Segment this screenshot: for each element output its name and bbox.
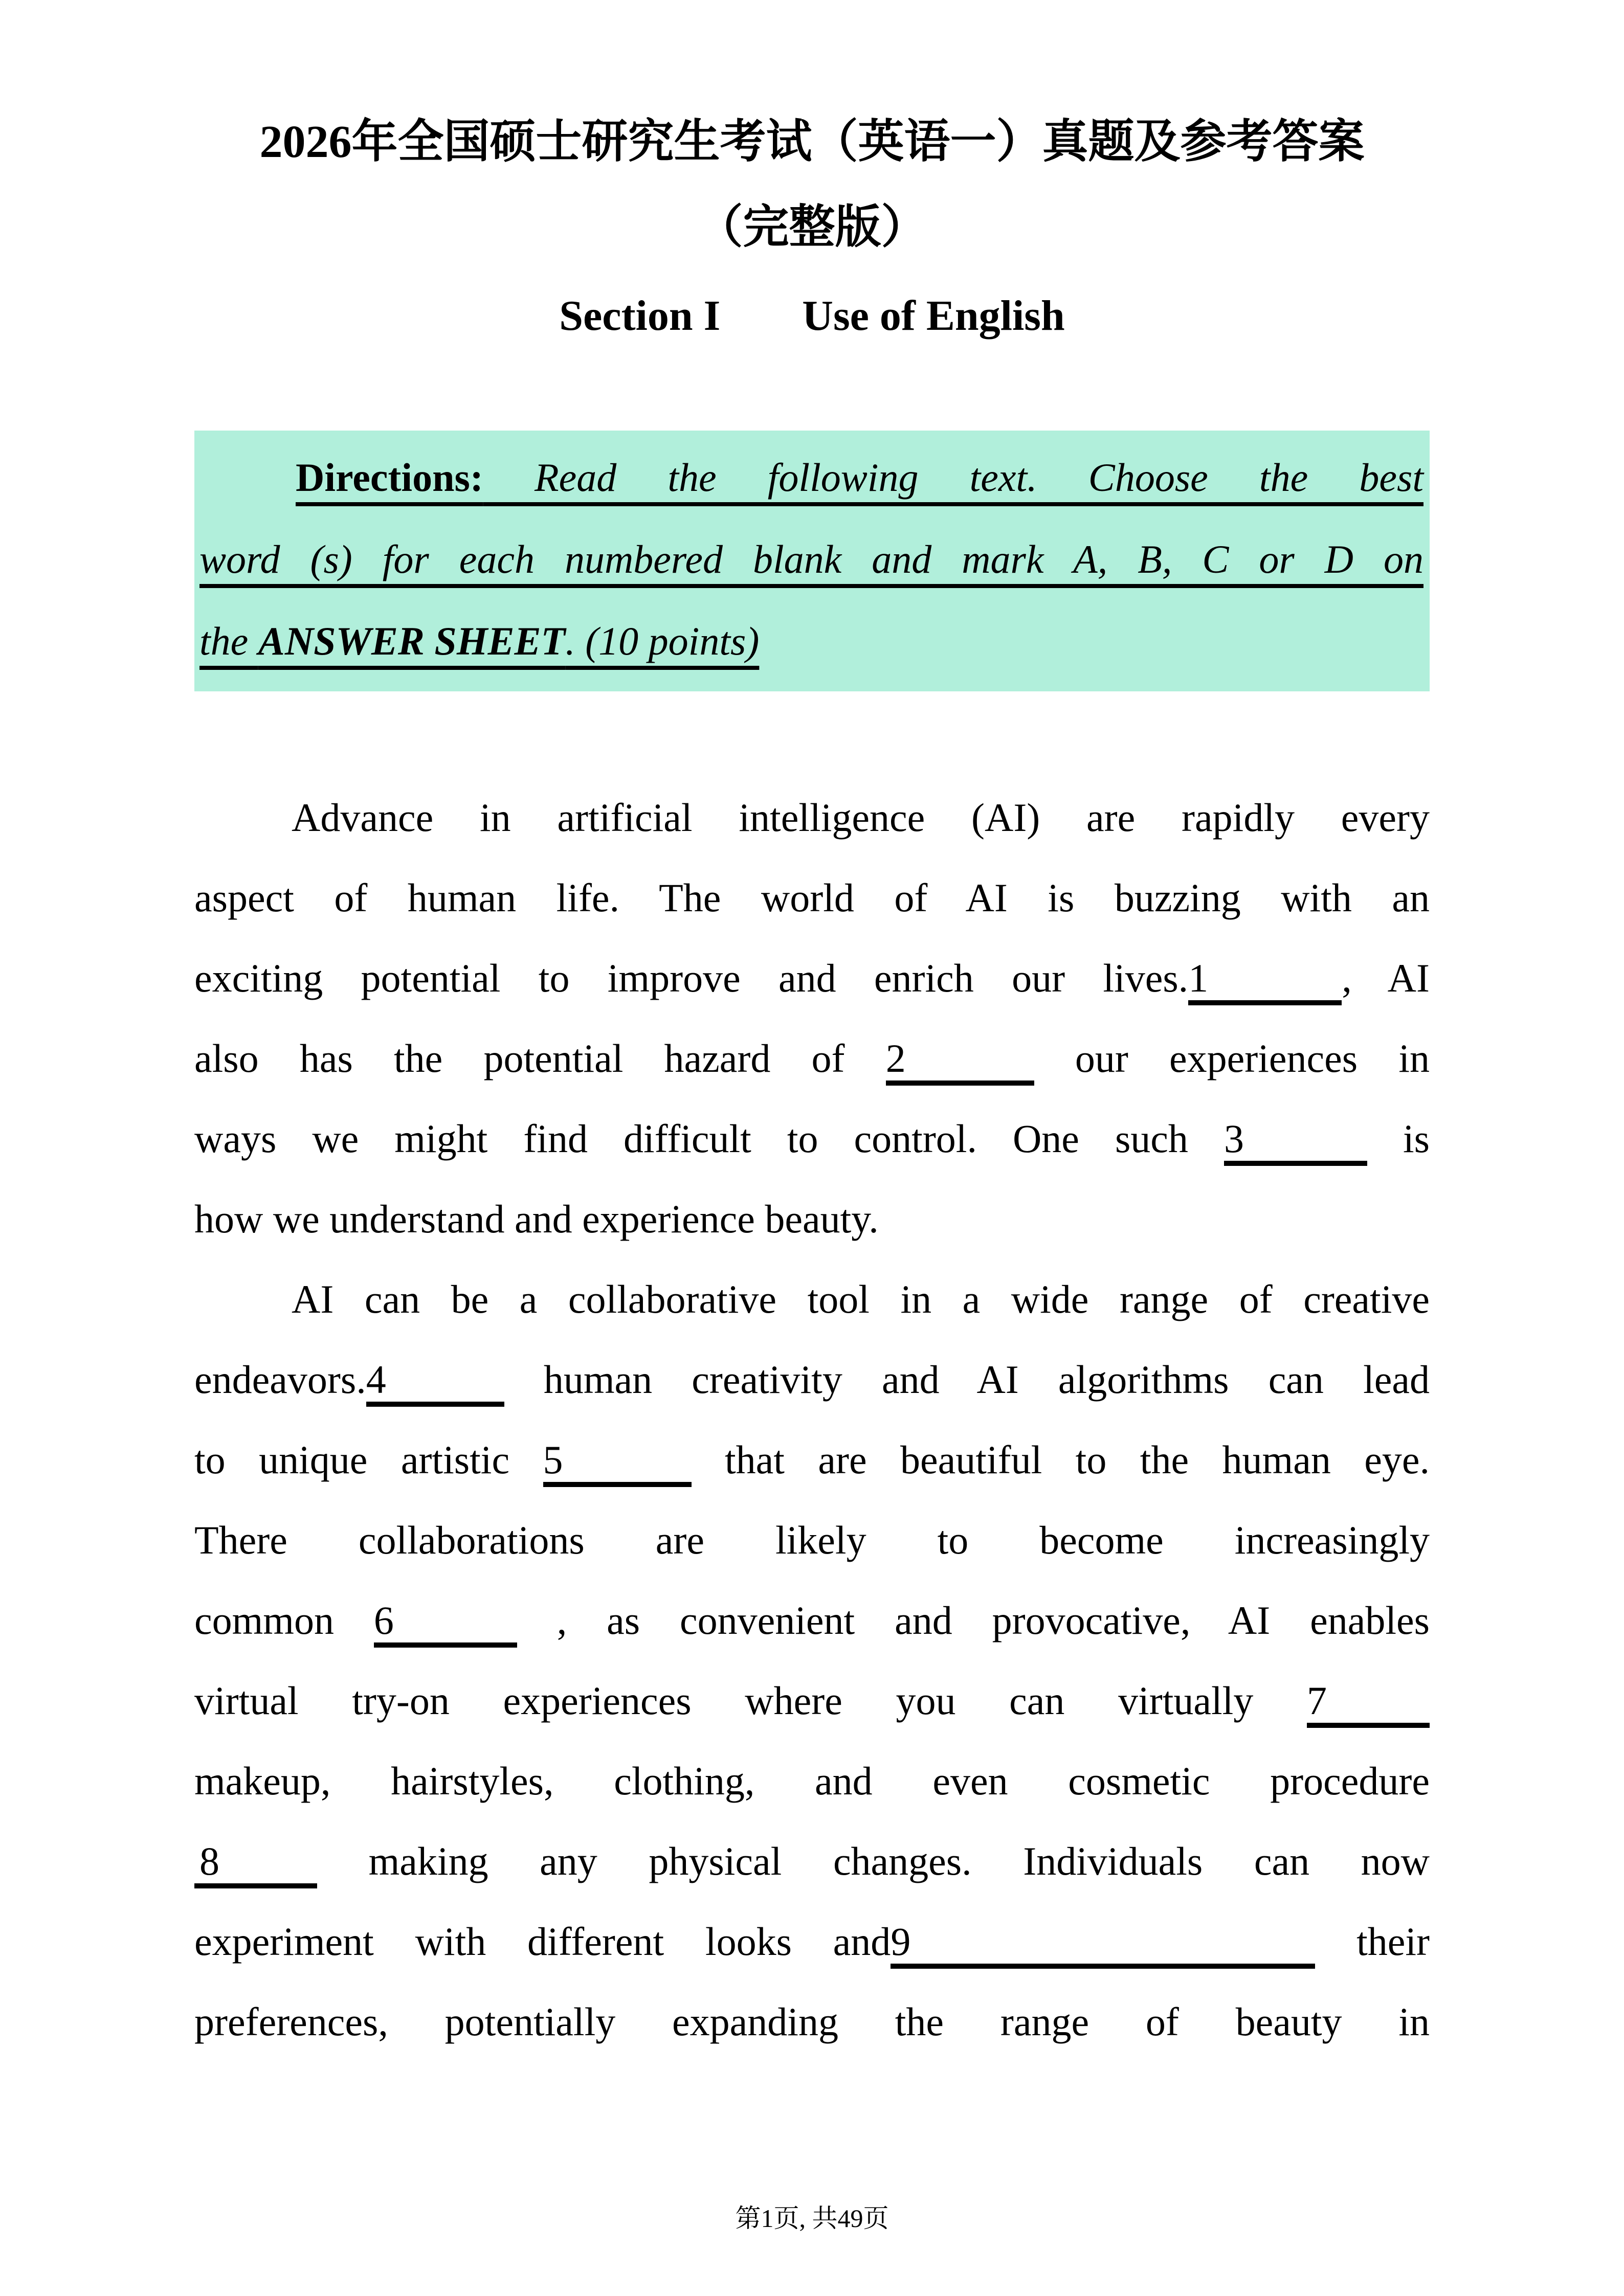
body-text-segment: exciting potential to improve and enrich our lives. (194, 955, 1189, 1000)
body-text-segment: preferences, potentially expanding the range of beauty in (194, 1999, 1430, 2044)
text-line (194, 1741, 1430, 1821)
body-text-segment: to unique artistic (194, 1437, 543, 1482)
body-text-segment: their (1315, 1919, 1430, 1964)
section-title: Use of English (802, 291, 1065, 340)
blank-7: 7 (1307, 1679, 1430, 1728)
directions-text-segment: ANSWER SHEET (258, 618, 566, 663)
blank-6: 6 (374, 1599, 517, 1648)
body-text-segment: common (194, 1597, 374, 1642)
text-line (194, 1339, 1430, 1420)
body-text-segment: our experiences in (1034, 1036, 1430, 1081)
blank-8: 8 (194, 1839, 317, 1888)
directions-line (199, 437, 1423, 519)
body-text-segment: ways we might find difficult to control. One such (194, 1116, 1224, 1161)
blank-9: 9 (891, 1920, 1315, 1969)
body-text-segment: AI can be a collaborative tool in a wide range of creative (292, 1276, 1430, 1321)
text-line (194, 858, 1430, 938)
directions-box (194, 431, 1430, 691)
body-text-segment: , as convenient and provocative, AI enables (517, 1597, 1430, 1642)
paragraph-2 (194, 1259, 1430, 2062)
body-text-segment: virtual try-on experiences where you can virtually (194, 1678, 1307, 1723)
blank-4: 4 (366, 1358, 504, 1407)
blank-1: 1 (1188, 956, 1342, 1005)
body-text (194, 777, 1430, 2062)
text-line (194, 1259, 1430, 1339)
directions-line (199, 600, 1423, 682)
section-label: Section I (559, 291, 721, 340)
text-line (194, 1821, 1430, 1901)
body-text-segment: is (1367, 1116, 1430, 1161)
body-text-segment: also has the potential hazard of (194, 1036, 886, 1081)
text-line (194, 1580, 1430, 1660)
directions-line (199, 519, 1423, 600)
text-line (194, 1179, 1430, 1259)
body-text-segment: how we understand and experience beauty. (194, 1196, 879, 1241)
text-line (194, 1500, 1430, 1580)
blank-5: 5 (543, 1438, 692, 1487)
page-subtitle: （完整版） (697, 201, 927, 253)
directions-text-segment: Read the following text. Choose the best (483, 455, 1423, 500)
text-line (194, 1982, 1430, 2062)
page-title: 2026年全国硕士研究生考试（英语一）真题及参考答案 (259, 117, 1365, 167)
text-line (194, 1018, 1430, 1098)
body-text-segment: making any physical changes. Individuals can now (317, 1838, 1430, 1883)
body-text-segment: , AI (1342, 955, 1430, 1000)
body-text-segment: human creativity and AI algorithms can lead (504, 1357, 1430, 1402)
text-line (194, 1420, 1430, 1500)
text-line (194, 777, 1430, 858)
body-text-segment: aspect of human life. The world of AI is buzzing with an (194, 875, 1430, 920)
body-text-segment: There collaborations are likely to become increasingly (194, 1517, 1430, 1562)
body-text-segment: endeavors. (194, 1357, 366, 1402)
section-heading (194, 292, 1430, 340)
body-text-segment: Advance in artificial intelligence (AI) are rapidly every (292, 795, 1430, 840)
directions-text-segment: the (199, 618, 258, 663)
blank-2: 2 (886, 1037, 1034, 1086)
blank-3: 3 (1224, 1117, 1367, 1166)
paragraph-1 (194, 777, 1430, 1259)
text-line (194, 1660, 1430, 1741)
page-footer: 第1页, 共49页 (735, 2204, 889, 2233)
directions-text-segment: Directions: (296, 455, 483, 500)
body-text-segment: experiment with different looks and (194, 1919, 891, 1964)
text-line (194, 938, 1430, 1018)
directions-text-segment: . (10 points) (565, 618, 760, 663)
text-line (194, 1901, 1430, 1982)
directions-text-segment: word (s) for each numbered blank and mark A, B, C or D on (199, 536, 1423, 581)
body-text-segment: that are beautiful to the human eye. (691, 1437, 1430, 1482)
text-line (194, 1098, 1430, 1179)
body-text-segment: makeup, hairstyles, clothing, and even cosmetic procedure (194, 1758, 1430, 1803)
